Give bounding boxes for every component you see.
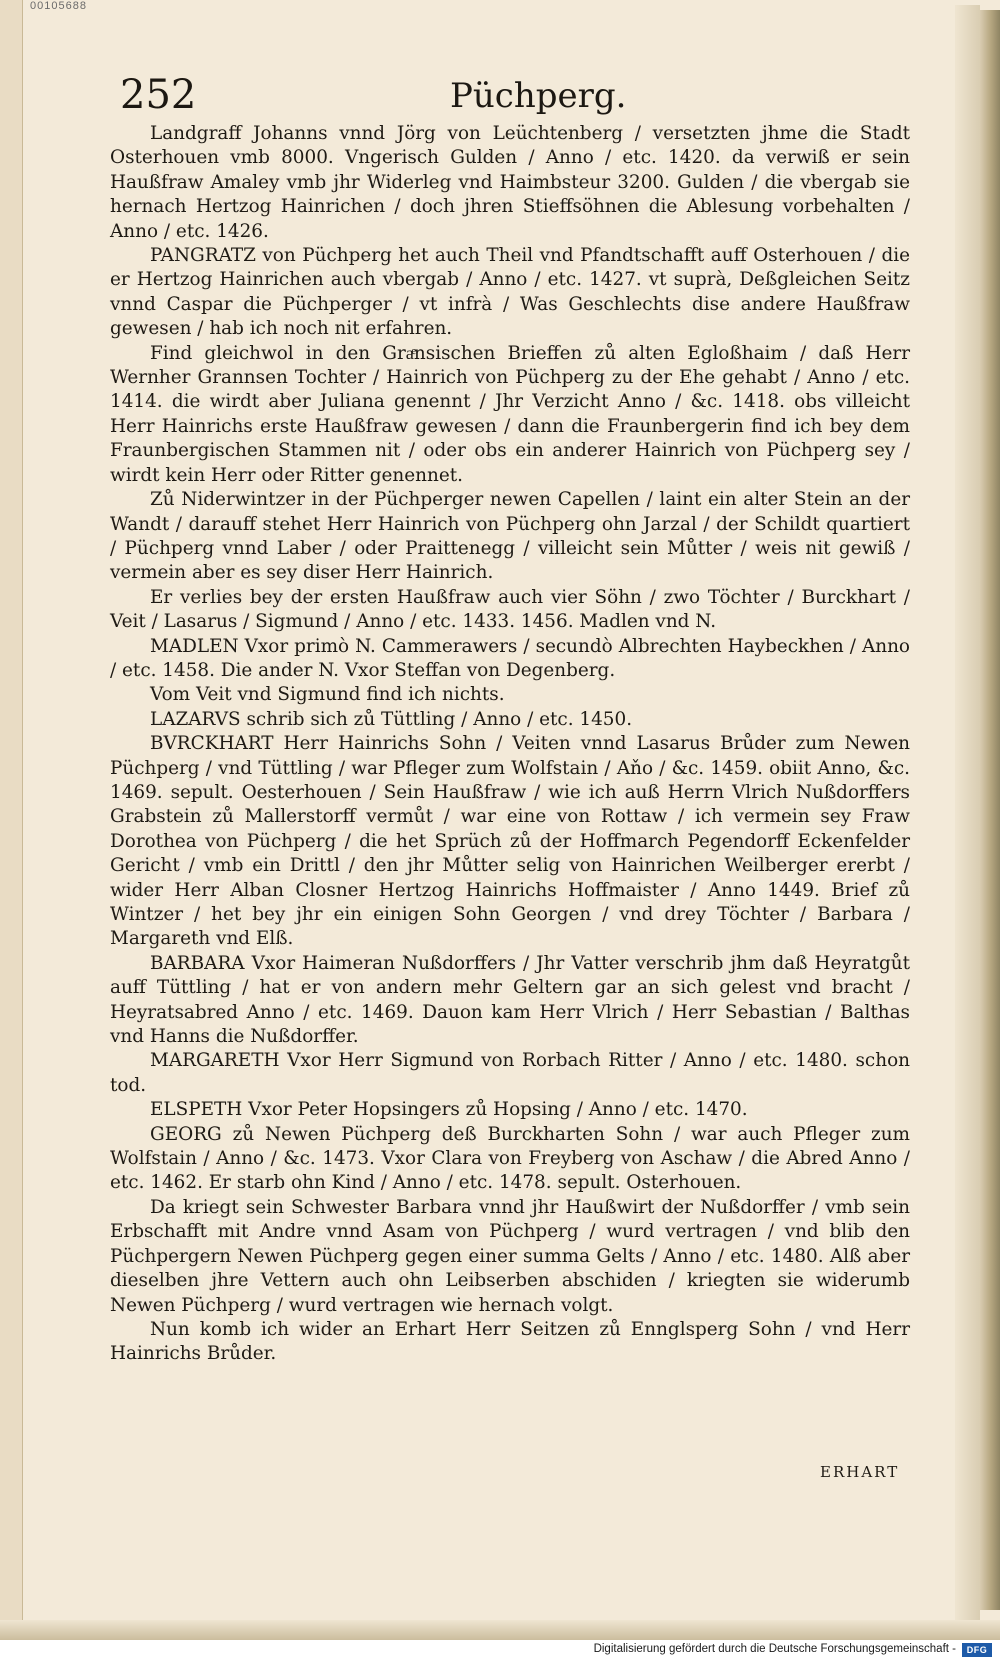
paragraph-1: Landgraff Johanns vnnd Jörg von Leüchtenberg / versetzten jhme die Stadt Osterhouen vmb 8000. Vngerisch Gulden / Anno / etc. 1420. da verwiß er sein Haußfraw Amaley vmb jhr Widerleg vnd Haimbsteur 3200. Gulden / die vbergab sie hernach Hertzog Hainrichen / doch jhren Stieffsöhnen die Ablesung vorbehalten / Anno / etc. 1426.	[110, 123, 910, 242]
paragraph-9: BVRCKHART Herr Hainrichs Sohn / Veiten vnnd Lasarus Brůder zum Newen Püchperg / vnd Tüttling / war Pfleger zum Wolfstain / Aňo / &c. 1459. obiit Anno, &c. 1469. sepult. Oesterhouen / Sein Haußfraw / wie ich auß Herrn Vlrich Nußdorffers Grabstein zů Mallerstorff vermůt / war eine von Rottaw / ich vermein sey Fraw Dorothea von Püchperg / die het Sprüch zů der Hoffmarch Pegendorff Eckenfelder Gericht / vmb ein Drittl / den jhr Můtter selig von Hainrichen Weilberger ererbt / wider Herr Alban Closner Hertzog Hainrichs Hoffmaister / Anno 1449. Brief zů Wintzer / het bey jhr ein einigen Sohn Georgen / vnd drey Töchter / Barbara / Margareth vnd Elß.	[110, 733, 910, 950]
paragraph-11: MARGARETH Vxor Herr Sigmund von Rorbach Ritter / Anno / etc. 1480. schon tod.	[110, 1050, 910, 1096]
gutter-edge	[0, 0, 23, 1640]
paragraph-2: PANGRATZ von Püchperg het auch Theil vnd Pfandtschafft auff Osterhouen / die er Hertzog Hainrichen auch vbergab / Anno / etc. 1427. vt suprà, Deßgleichen Seitz vnnd Caspar die Püchperger / vt infrà / Was Geschlechts dise andere Haußfraw gewesen / hab ich noch nit erfahren.	[110, 245, 910, 340]
paragraph-4: Zů Niderwintzer in der Püchperger newen Capellen / laint ein alter Stein an der Wandt / darauff stehet Herr Hainrich von Püchperg ohn Jarzal / der Schildt quartiert / Püchperg vnnd Laber / oder Praittenegg / villeicht sein Můtter / weis nit gewiß / vermein aber es sey diser Herr Hainrich.	[110, 489, 910, 584]
page-bottom-edge	[0, 1620, 1000, 1640]
footer-bar	[0, 1640, 1000, 1660]
paragraph-15: Nun komb ich wider an Erhart Herr Seitzen zů Ennglsperg Sohn / vnd Herr Hainrichs Brůder.	[110, 1318, 910, 1365]
paragraph-6: MADLEN Vxor primò N. Cammerawers / secundò Albrechten Haybeckhen / Anno / etc. 1458. Die ander N. Vxor Steffan von Degenberg.	[110, 635, 910, 681]
running-head: Püchperg.	[450, 76, 627, 116]
paragraph-7: Vom Veit vnd Sigmund find ich nichts.	[150, 684, 505, 706]
catchword: ERHART	[820, 1463, 900, 1481]
fore-edge-outer	[980, 10, 1000, 1610]
funding-credit: Digitalisierung gefördert durch die Deutsche Forschungsgemeinschaft -	[593, 1643, 956, 1655]
dfg-logo: DFG	[962, 1643, 992, 1657]
page-header	[120, 72, 910, 122]
shelfmark: 00105688	[30, 0, 87, 12]
fore-edge-inner	[955, 5, 980, 1625]
paragraph-13: GEORG zů Newen Püchperg deß Burckharten Sohn / war auch Pfleger zum Wolfstain / Anno / &c. 1473. Vxor Clara von Freyberg von Aschaw / die Abred Anno / etc. 1462. Er starb ohn Kind / Anno / etc. 1478. sepult. Osterhouen.	[110, 1123, 910, 1194]
paragraph-10: BARBARA Vxor Haimeran Nußdorffers / Jhr Vatter verschrib jhm daß Heyratgůt auff Tüttling / hat er von andern mehr Geltern gar an sich gelest vnd bracht / Heyratsabred Anno / etc. 1469. Dauon kam Herr Vlrich / Herr Sebastian / Balthas vnd Hanns die Nußdorffer.	[110, 952, 910, 1048]
paragraph-14: Da kriegt sein Schwester Barbara vnnd jhr Haußwirt der Nußdorffer / vmb sein Erbschafft mit Andre vnnd Asam von Püchperg / wurd vertragen / vnd blib den Püchpergern Newen Püchperg gegen einer summa Gelts / Anno / etc. 1480. Alß aber dieselben jhre Vettern auch ohn Leibserben abschiden / kriegten sie widerumb Newen Püchperg / wurd vertragen wie hernach volgt.	[110, 1196, 910, 1316]
paragraph-12: ELSPETH Vxor Peter Hopsingers zů Hopsing / Anno / etc. 1470.	[150, 1099, 748, 1121]
text-block	[110, 122, 910, 1367]
paragraph-5: Er verlies bey der ersten Haußfraw auch vier Söhn / zwo Töchter / Burckhart / Veit / Lasarus / Sigmund / Anno / etc. 1433. 1456. Madlen vnd N.	[110, 586, 910, 633]
paragraph-8: LAZARVS schrib sich zů Tüttling / Anno / etc. 1450.	[150, 708, 633, 730]
page-number: 252	[120, 72, 197, 118]
paragraph-3: Find gleichwol in den Graͤnsischen Brieffen zů alten Egloßhaim / daß Herr Wernher Grannsen Tochter / Hainrich von Püchperg zu der Ehe gehabt / Anno / etc. 1414. die wirdt aber Juliana genennt / Jhr Verzicht Anno / &c. 1418. obs villeicht Herr Hainrichs erste Haußfraw gewesen / dann die Fraunbergerin find ich bey dem Fraunbergischen Stammen nit / oder obs ein anderer Hainrich von Püchperg sey / wirdt kein Herr oder Ritter genennet.	[110, 342, 910, 486]
